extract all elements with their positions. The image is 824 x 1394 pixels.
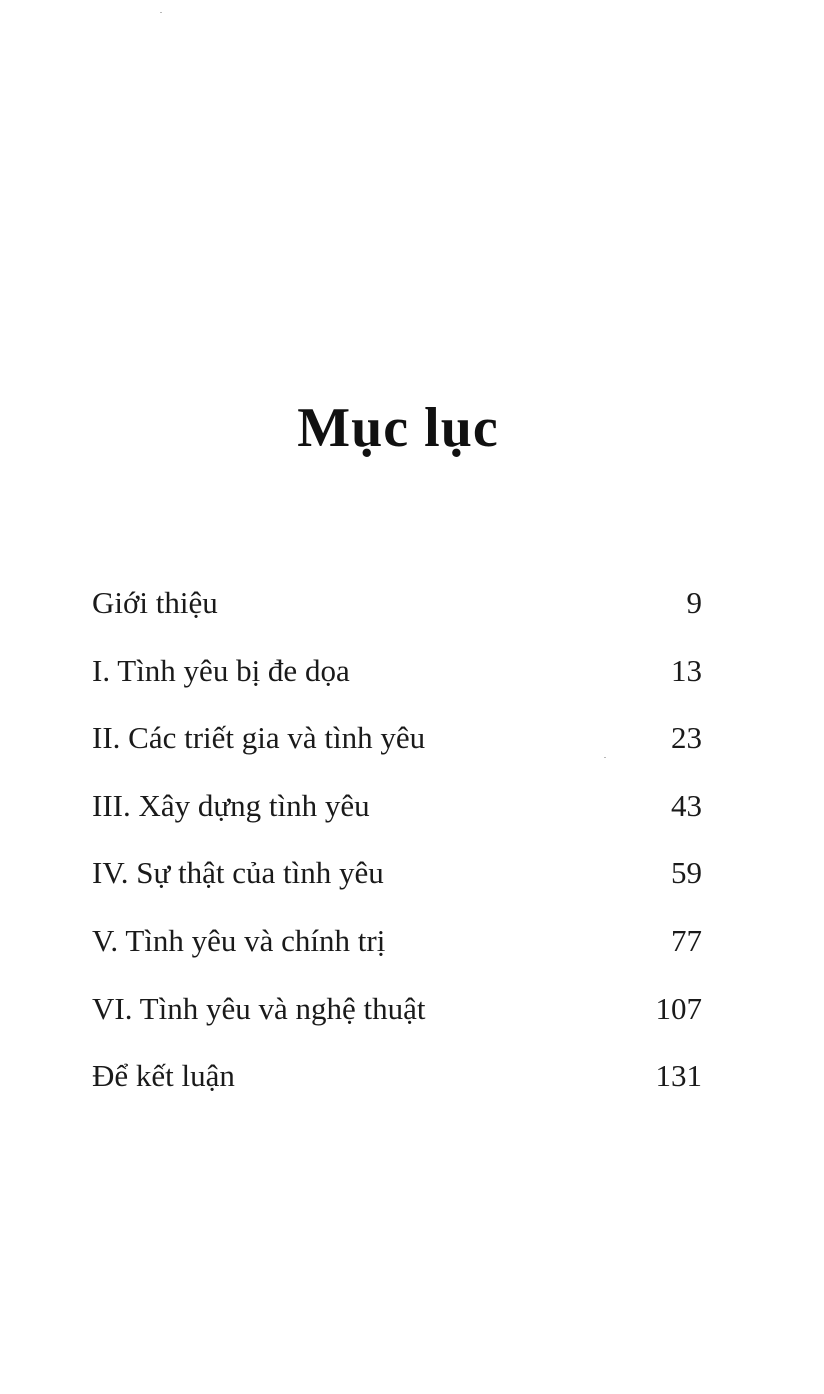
toc-entry-title: Để kết luận	[92, 1058, 235, 1094]
toc-entry	[92, 788, 702, 856]
toc-entry	[92, 923, 702, 991]
toc-entry-page: 23	[671, 720, 702, 756]
scan-speck	[160, 12, 162, 13]
toc-entry-page: 107	[655, 990, 702, 1026]
toc-entry-title: II. Các triết gia và tình yêu	[92, 720, 426, 756]
table-of-contents	[92, 585, 702, 1126]
toc-entry-page: 13	[671, 652, 702, 688]
toc-entry	[92, 720, 702, 788]
toc-entry-page: 43	[671, 787, 702, 823]
toc-entry-title: I. Tình yêu bị đe dọa	[92, 652, 350, 688]
toc-entry-title: VI. Tình yêu và nghệ thuật	[92, 990, 426, 1026]
toc-entry	[92, 1058, 702, 1126]
toc-entry	[92, 991, 702, 1059]
page-title: Mục lục	[297, 396, 499, 459]
toc-entry	[92, 855, 702, 923]
toc-entry	[92, 653, 702, 721]
toc-entry-title: Giới thiệu	[92, 585, 218, 620]
toc-entry-title: III. Xây dựng tình yêu	[92, 787, 370, 823]
toc-entry-page: 77	[671, 922, 702, 958]
toc-entry-page: 9	[686, 585, 702, 620]
toc-entry-page: 131	[655, 1058, 702, 1094]
toc-entry-title: V. Tình yêu và chính trị	[92, 922, 386, 958]
toc-entry-page: 59	[671, 855, 702, 891]
toc-entry	[92, 585, 702, 653]
toc-entry-title: IV. Sự thật của tình yêu	[92, 855, 384, 891]
